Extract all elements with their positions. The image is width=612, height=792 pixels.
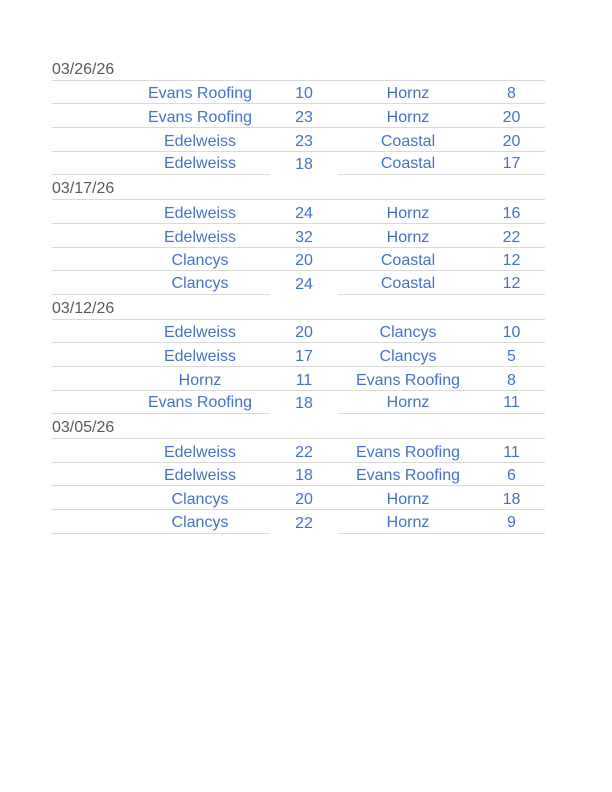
away-score: 8 (507, 371, 516, 389)
home-team: Edelweiss (163, 347, 237, 365)
home-team: Evans Roofing (147, 85, 253, 103)
home-team: Edelweiss (163, 204, 237, 222)
home-team: Evans Roofing (130, 391, 270, 415)
game-row (52, 486, 545, 510)
home-team: Evans Roofing (147, 109, 253, 127)
home-team: Edelweiss (163, 324, 237, 342)
home-team: Edelweiss (163, 467, 237, 485)
date-label: 03/17/26 (52, 180, 115, 198)
home-team: Clancys (171, 252, 229, 270)
date-row (52, 175, 545, 200)
away-score: 11 (478, 391, 545, 415)
away-score: 11 (503, 443, 520, 461)
home-score: 23 (295, 109, 313, 127)
away-score: 8 (507, 85, 516, 103)
home-score: 20 (295, 324, 313, 342)
away-team: Evans Roofing (355, 371, 461, 389)
away-score: 18 (502, 491, 521, 509)
home-score: 18 (295, 395, 313, 413)
home-team: Clancys (171, 491, 229, 509)
game-row (52, 391, 545, 415)
away-score: 20 (502, 132, 521, 150)
date-row (52, 56, 545, 81)
away-team: Hornz (338, 391, 478, 415)
away-team: Hornz (386, 228, 430, 246)
date-label: 03/26/26 (52, 60, 115, 78)
home-score: 20 (295, 252, 313, 270)
home-team: Edelweiss (163, 443, 237, 461)
away-team: Hornz (386, 109, 430, 127)
game-row (52, 271, 545, 295)
home-score: 10 (295, 85, 313, 103)
game-row (52, 224, 545, 248)
game-row (52, 104, 545, 128)
away-team: Coastal (338, 271, 478, 295)
game-row (52, 200, 545, 224)
home-score: 24 (295, 275, 313, 293)
home-score: 18 (295, 156, 313, 174)
home-score: 22 (295, 514, 313, 532)
away-team: Hornz (338, 510, 478, 534)
away-score: 17 (478, 152, 545, 176)
away-team: Clancys (379, 324, 437, 342)
home-team: Edelweiss (163, 132, 237, 150)
away-team: Clancys (379, 347, 437, 365)
home-score: 24 (295, 204, 313, 222)
away-score: 9 (478, 510, 545, 534)
game-row (52, 439, 545, 463)
home-team: Hornz (178, 371, 222, 389)
away-team: Coastal (380, 132, 436, 150)
away-score: 22 (502, 228, 521, 246)
away-score: 10 (502, 324, 521, 342)
home-score: 23 (295, 132, 313, 150)
away-team: Evans Roofing (355, 443, 461, 461)
away-score: 5 (507, 347, 516, 365)
game-row (52, 248, 545, 272)
game-row (52, 510, 545, 534)
game-row (52, 463, 545, 487)
results-sheet (52, 56, 545, 534)
away-score: 6 (507, 467, 516, 485)
home-team: Clancys (130, 510, 270, 534)
home-score: 17 (295, 347, 313, 365)
date-label: 03/12/26 (52, 299, 115, 317)
away-score: 12 (478, 271, 545, 295)
game-row (52, 367, 545, 391)
away-team: Hornz (386, 491, 430, 509)
away-score: 12 (502, 252, 521, 270)
away-team: Hornz (386, 204, 430, 222)
away-team: Coastal (380, 252, 436, 270)
game-row (52, 320, 545, 344)
home-score: 11 (295, 371, 313, 389)
date-row (52, 295, 545, 320)
game-row (52, 128, 545, 152)
date-row (52, 414, 545, 439)
game-row (52, 343, 545, 367)
home-team: Edelweiss (130, 152, 270, 176)
away-team: Evans Roofing (355, 467, 461, 485)
date-label: 03/05/26 (52, 419, 115, 436)
home-team: Clancys (130, 271, 270, 295)
home-score: 18 (295, 467, 313, 485)
away-score: 16 (502, 204, 521, 222)
away-score: 20 (502, 109, 521, 127)
home-score: 32 (295, 228, 313, 246)
away-team: Hornz (386, 85, 430, 103)
away-team: Coastal (338, 152, 478, 176)
game-row (52, 81, 545, 105)
game-row (52, 152, 545, 176)
home-team: Edelweiss (163, 228, 237, 246)
home-score: 20 (295, 491, 313, 509)
home-score: 22 (295, 443, 313, 461)
